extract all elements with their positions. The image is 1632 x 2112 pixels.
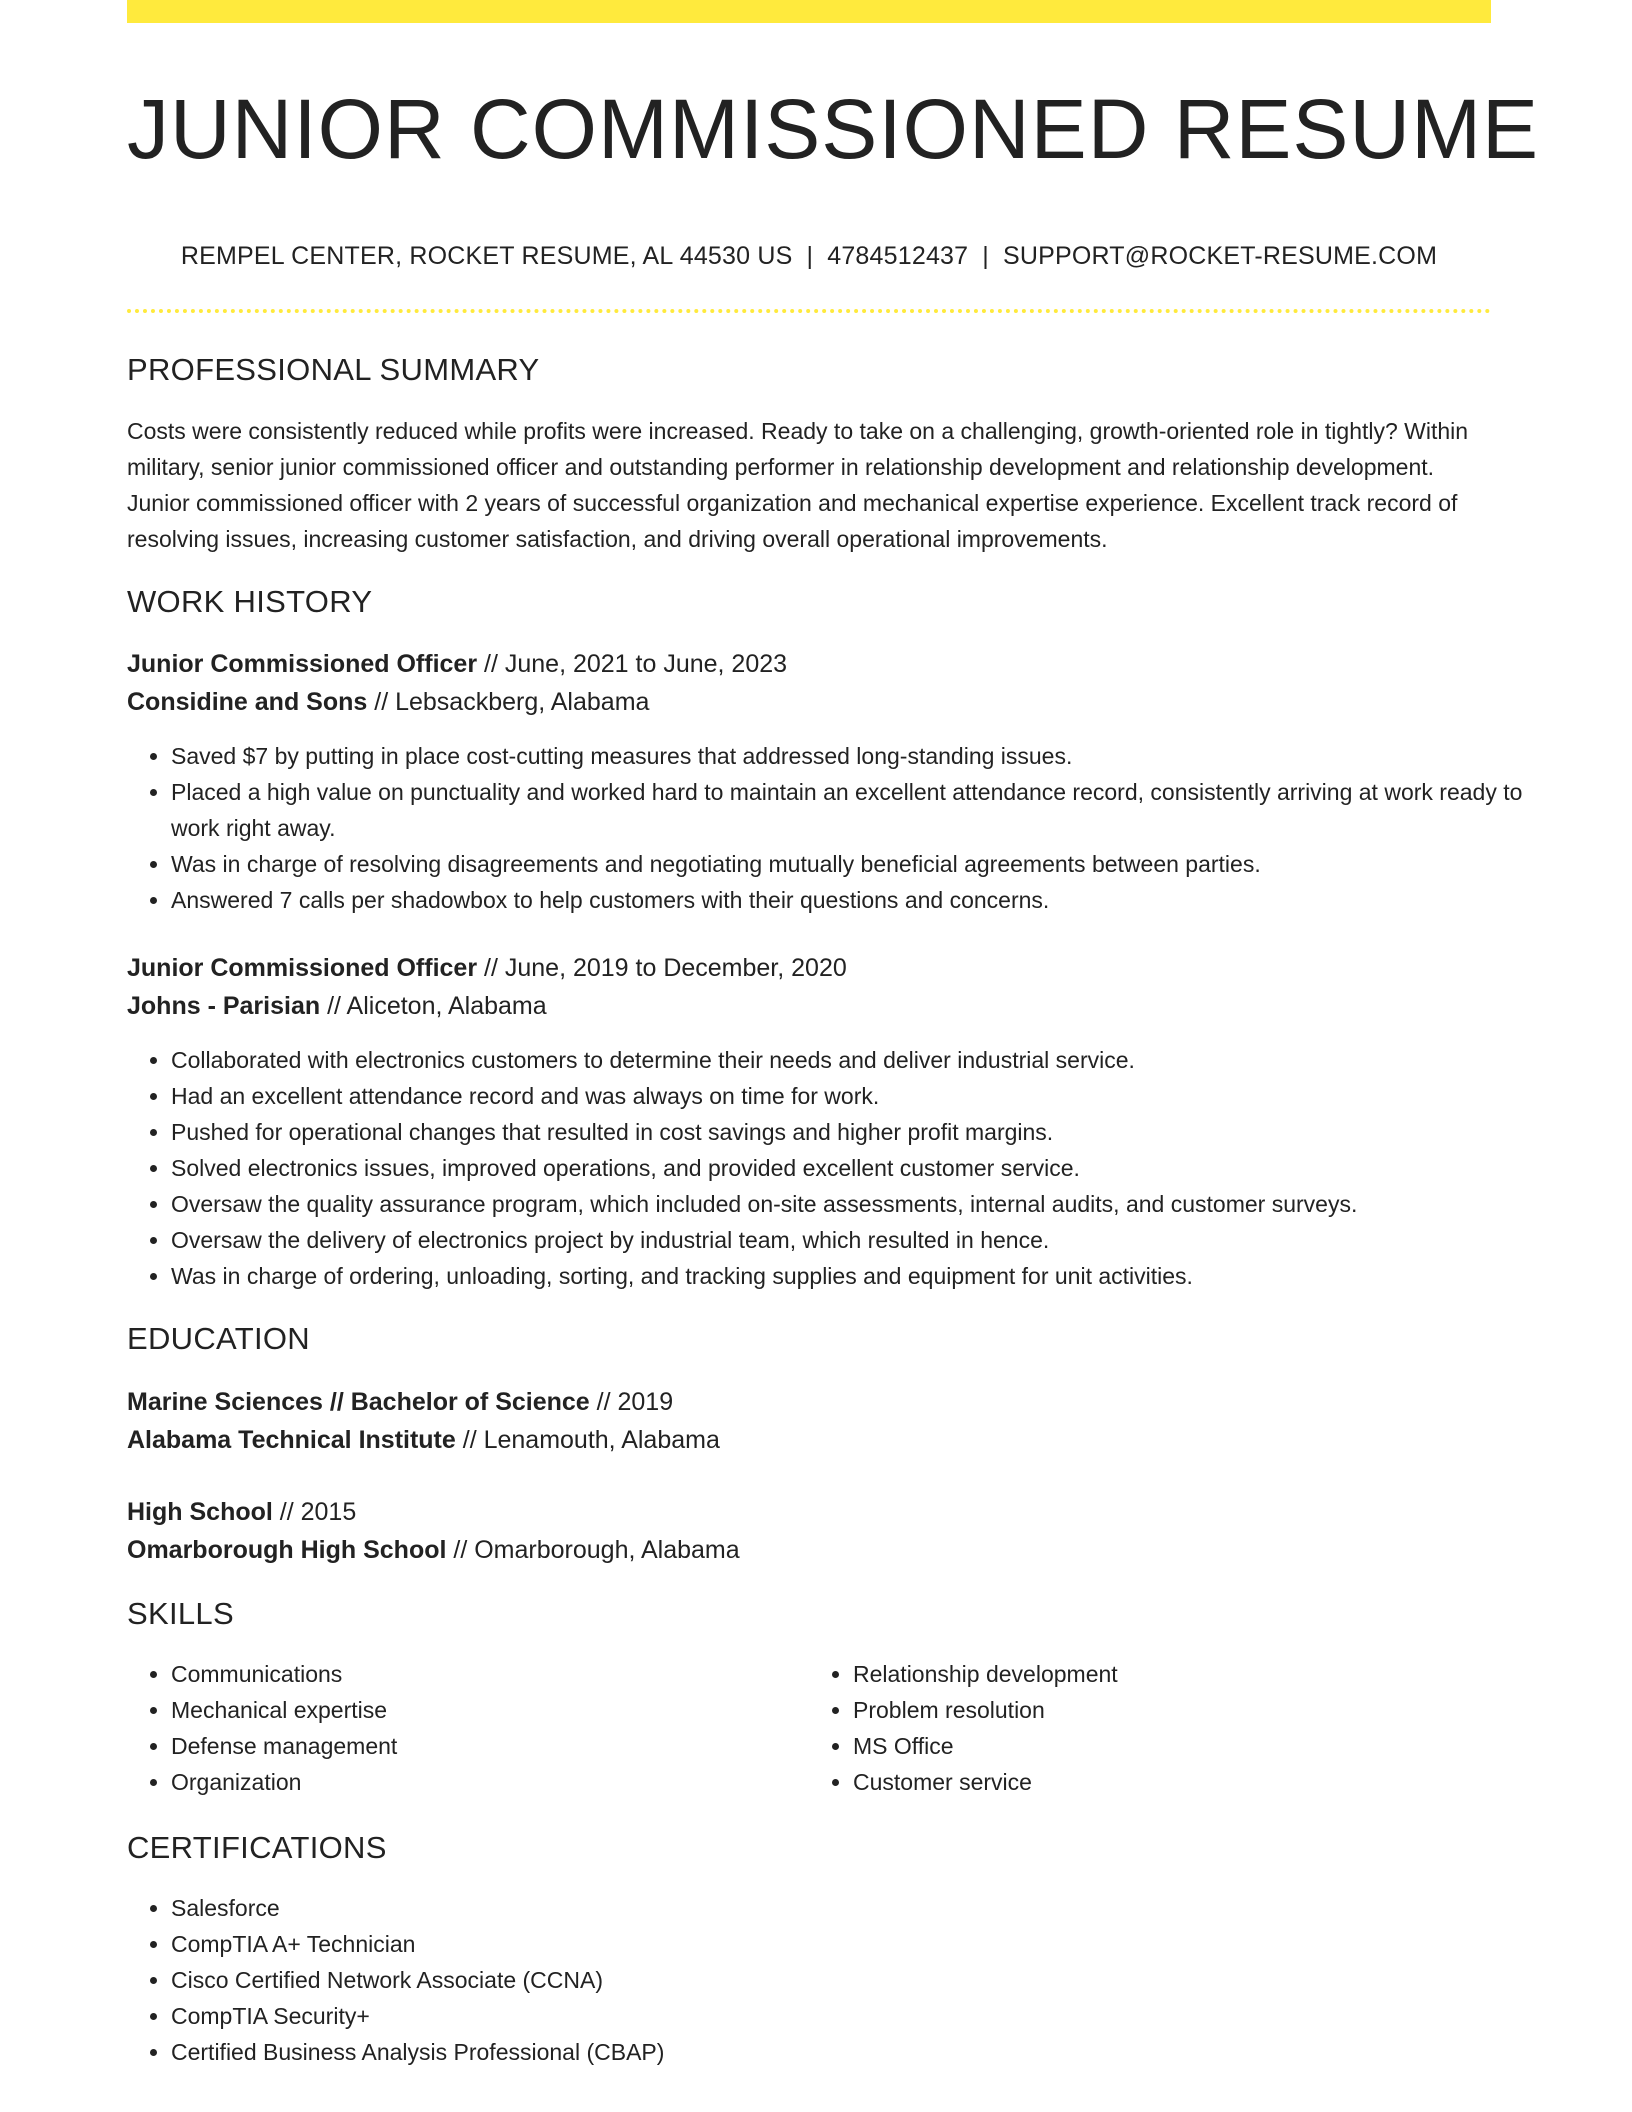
education-entry: [127, 1383, 1491, 1459]
certifications-list: [127, 1890, 1535, 2070]
skill-item: • Relationship development: [853, 1656, 1491, 1692]
contact-line: [127, 242, 1491, 271]
education-school-line: [127, 1531, 1491, 1569]
job-bullet-list: [127, 1042, 1535, 1294]
education-school-line: [127, 1421, 1491, 1459]
education-school: Omarborough High School: [127, 1536, 447, 1564]
job-dates: // June, 2021 to June, 2023: [484, 650, 788, 678]
education-year: // 2015: [279, 1498, 357, 1526]
skill-item: • MS Office: [853, 1728, 1491, 1764]
contact-email[interactable]: SUPPORT@ROCKET-RESUME.COM: [1002, 241, 1438, 270]
skill-item: • Customer service: [853, 1764, 1491, 1800]
list-item: • Saved $7 by putting in place cost-cutting measures that addressed long-standing issues.: [171, 738, 1535, 774]
job-role: Junior Commissioned Officer: [127, 650, 478, 678]
job-title-line: [127, 949, 1491, 987]
list-item: • Was in charge of resolving disagreements and negotiating mutually beneficial agreements between parties.: [171, 846, 1535, 882]
education-school: Alabama Technical Institute: [127, 1426, 456, 1454]
list-item: • Placed a high value on punctuality and worked hard to maintain an excellent attendance record, consistently arriving at work ready to work right away.: [171, 774, 1535, 846]
education-year: // 2019: [596, 1388, 674, 1416]
work-history-heading: WORK HISTORY: [127, 584, 373, 619]
education-location: // Omarborough, Alabama: [453, 1536, 740, 1564]
list-item: • Oversaw the quality assurance program, which included on-site assessments, internal audits, and customer surveys.: [171, 1186, 1535, 1222]
certification-item: • CompTIA Security+: [171, 1998, 1535, 2034]
skill-item: • Communications: [171, 1656, 809, 1692]
certification-item: • Salesforce: [171, 1890, 1535, 1926]
resume-page: [127, 0, 1540, 2065]
job-role: Junior Commissioned Officer: [127, 954, 478, 982]
skills-columns: [127, 1656, 1491, 1800]
job-company: Considine and Sons: [127, 688, 368, 716]
certification-item: • Cisco Certified Network Associate (CCNA): [171, 1962, 1535, 1998]
list-item: • Solved electronics issues, improved operations, and provided excellent customer service.: [171, 1150, 1535, 1186]
certification-item: • CompTIA A+ Technician: [171, 1926, 1535, 1962]
education-degree: High School: [127, 1498, 273, 1526]
job-location: // Lebsackberg, Alabama: [374, 688, 650, 716]
skills-list-left: [127, 1656, 809, 1800]
job-company-line: [127, 987, 1491, 1025]
accent-top-bar: [127, 0, 1491, 23]
summary-text: Costs were consistently reduced while profits were increased. Ready to take on a challenging, growth-oriented role in tightly? Within military, senior junior commissioned officer and outstanding performer in relationship development and relationship development. Junior commissioned officer with 2 years of successful organization and mechanical expertise experience. Excellent track record of resolving issues, increasing customer satisfaction, and driving overall operational improvements.: [127, 418, 1469, 552]
job-company: Johns - Parisian: [127, 992, 321, 1020]
contact-address: REMPEL CENTER, ROCKET RESUME, AL 44530 US: [180, 241, 793, 270]
education-degree-line: [127, 1383, 1491, 1421]
contact-separator: |: [806, 241, 814, 270]
job-entry: [127, 645, 1491, 721]
education-entry: [127, 1493, 1491, 1569]
job-title-line: [127, 645, 1491, 683]
skills-heading: SKILLS: [127, 1596, 234, 1631]
list-item: • Was in charge of ordering, unloading, sorting, and tracking supplies and equipment for unit activities.: [171, 1258, 1535, 1294]
job-location: // Aliceton, Alabama: [327, 992, 547, 1020]
skill-item: • Organization: [171, 1764, 809, 1800]
certifications-heading: CERTIFICATIONS: [127, 1830, 387, 1865]
summary-heading: PROFESSIONAL SUMMARY: [127, 352, 540, 387]
job-entry: [127, 949, 1491, 1025]
list-item: • Answered 7 calls per shadowbox to help customers with their questions and concerns.: [171, 882, 1535, 918]
job-company-line: [127, 683, 1491, 721]
list-item: • Pushed for operational changes that resulted in cost savings and higher profit margins.: [171, 1114, 1535, 1150]
education-degree: Marine Sciences // Bachelor of Science: [127, 1388, 590, 1416]
dotted-divider: [127, 309, 1491, 313]
skill-item: • Defense management: [171, 1728, 809, 1764]
list-item: • Had an excellent attendance record and was always on time for work.: [171, 1078, 1535, 1114]
skill-item: • Problem resolution: [853, 1692, 1491, 1728]
contact-separator: |: [982, 241, 989, 270]
list-item: • Oversaw the delivery of electronics project by industrial team, which resulted in hence.: [171, 1222, 1535, 1258]
certification-item: • Certified Business Analysis Professional (CBAP): [171, 2034, 1535, 2070]
job-bullet-list: [127, 738, 1535, 918]
job-dates: // June, 2019 to December, 2020: [484, 954, 847, 982]
contact-phone: 4784512437: [827, 241, 969, 270]
education-degree-line: [127, 1493, 1491, 1531]
education-location: // Lenamouth, Alabama: [462, 1426, 720, 1454]
list-item: • Collaborated with electronics customers to determine their needs and deliver industrial service.: [171, 1042, 1535, 1078]
education-heading: EDUCATION: [127, 1321, 310, 1356]
skills-list-right: [809, 1656, 1491, 1800]
skill-item: • Mechanical expertise: [171, 1692, 809, 1728]
resume-title: JUNIOR COMMISSIONED RESUME: [127, 82, 1540, 176]
